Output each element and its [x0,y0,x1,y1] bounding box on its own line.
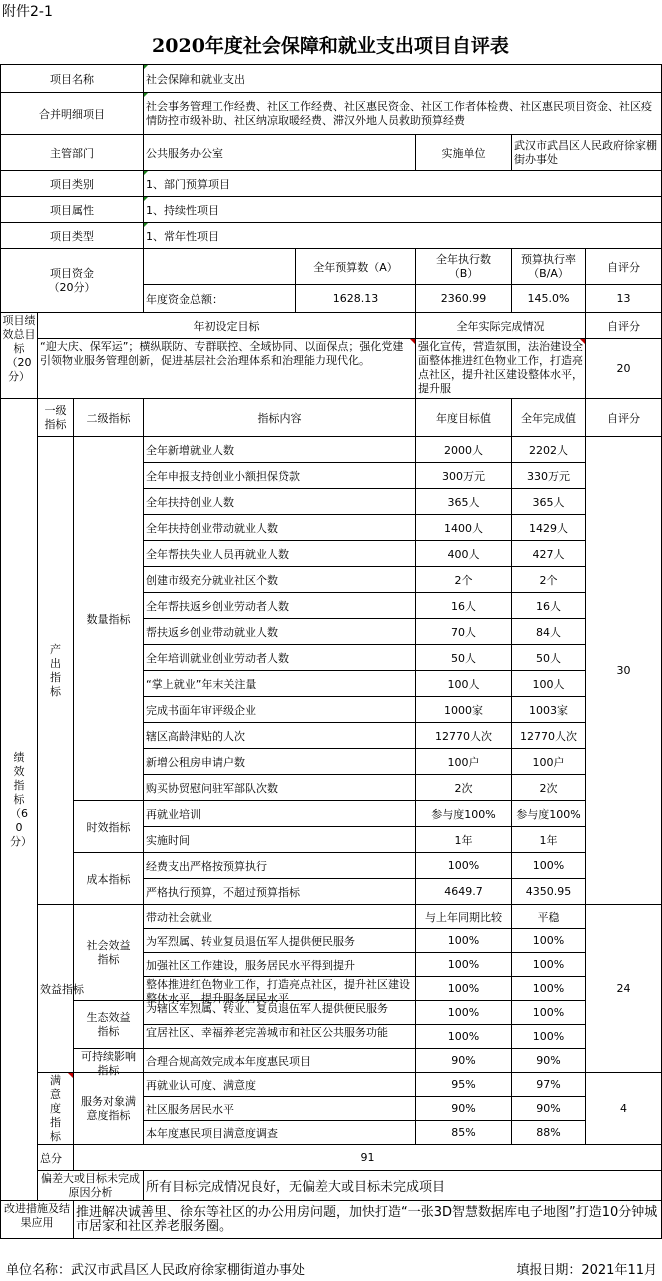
row-total [1,1145,662,1171]
indicator-target: 1年 [416,827,512,853]
indicator-content: 本年度惠民项目满意度调查 [144,1121,416,1145]
indicator-target: 1400人 [416,515,512,541]
satisfaction-label: 满意度指标 [38,1073,74,1145]
category-value: 1、部门预算项目 [144,171,662,197]
indicator-actual: 12770人次 [512,723,586,749]
footer-date: 填报日期：2021年11月 [516,1263,657,1278]
merged-value: 社会事务管理工作经费、社区工作经费、社区惠民资金、社区工作者体检费、社区惠民项目资金、社区疫情防控市级补助、社区纳凉取暖经费、滞汉外地人员救助预算经费 [144,93,662,135]
indicator-actual: 平稳 [512,905,586,929]
row-category [1,171,662,197]
indicator-content: 全年新增就业人数 [144,437,416,463]
indicator-target: 100% [416,953,512,977]
indicator-actual: 100户 [512,749,586,775]
deviation-value: 所有目标完成情况良好，无偏差大或目标未完成项目 [144,1171,662,1201]
indicator-actual: 1年 [512,827,586,853]
row-goal-header [1,313,662,339]
quantity-label: 数量指标 [74,437,144,801]
indicator-target: 4649.7 [416,879,512,905]
indicator-content: 严格执行预算，不超过预算指标 [144,879,416,905]
indicator-content: 全年扶持创业带动就业人数 [144,515,416,541]
row-improve [1,1201,662,1239]
footer-unit: 单位名称：武汉市武昌区人民政府徐家棚街道办事处 [6,1263,306,1278]
indicator-actual: 90% [512,1049,586,1073]
indicator-content: 为军烈属、转业复员退伍军人提供便民服务 [144,929,416,953]
indicator-actual: 88% [512,1121,586,1145]
deviation-label: 偏差大或目标未完成原因分析 [38,1171,144,1201]
funds-total-label: 年度资金总额： [144,285,296,313]
level1-header: 一级指标 [38,399,74,437]
goal-initial: “迎大庆、保军运”；横纵联防、专群联控、全域协同、以面保点；强化党建引领物业服务管理创新，促进基层社会治理体系和治理能力现代化。 [38,339,416,399]
indicator-content: 整体推进红色物业工作，打造亮点社区，提升社区建设整体水平，提升服务居民水平 [144,977,416,1001]
output-score: 30 [586,437,662,905]
indicator-target: 100户 [416,749,512,775]
budget-header: 全年预算数（A） [296,249,416,285]
total-label: 总分 [38,1145,74,1171]
satisfaction-score: 4 [586,1073,662,1145]
category-label: 项目类别 [1,171,144,197]
row-deviation [1,1171,662,1201]
row-department [1,135,662,171]
indicator-target: 365人 [416,489,512,515]
indicator-actual: 1003家 [512,697,586,723]
score-header: 自评分 [586,399,662,437]
table-row [1,437,662,463]
impl-value: 武汉市武昌区人民政府徐家棚街办事处 [512,135,662,171]
indicator-actual: 365人 [512,489,586,515]
goal-actual: 强化宣传，营造氛围，法治建设全面整体推进红色物业工作，打造亮点社区，提升社区建设整体水平，提升服 [416,339,586,399]
funds-budget: 1628.13 [296,285,416,313]
indicator-target: 12770人次 [416,723,512,749]
indicator-content: 社区服务居民水平 [144,1097,416,1121]
table-row [1,801,662,827]
indicator-actual: 90% [512,1097,586,1121]
content-header: 指标内容 [144,399,416,437]
type-value: 1、常年性项目 [144,223,662,249]
attribute-value: 1、持续性项目 [144,197,662,223]
table-row [1,1049,662,1073]
funds-score-header: 自评分 [586,249,662,285]
indicator-content: 帮扶返乡创业带动就业人数 [144,619,416,645]
rate-header: 预算执行率 （B/A） [512,249,586,285]
indicator-target: 85% [416,1121,512,1145]
row-merged [1,93,662,135]
indicator-actual: 2次 [512,775,586,801]
indicator-target: 2次 [416,775,512,801]
attribute-label: 项目属性 [1,197,144,223]
indicator-target: 90% [416,1049,512,1073]
indicator-target: 与上年同期比较 [416,905,512,929]
project-name-value: 社会保障和就业支出 [144,65,662,93]
row-type [1,223,662,249]
indicator-actual: 97% [512,1073,586,1097]
indicator-content: 再就业认可度、满意度 [144,1073,416,1097]
total-value: 91 [74,1145,662,1171]
goal-side-label: 项目绩效总目标（20分） [1,313,38,399]
eco-label: 生态效益指标 [74,1001,144,1049]
improve-label: 改进措施及结果应用 [1,1201,74,1239]
service-label: 服务对象满意度指标 [74,1073,144,1145]
row-indicator-header [1,399,662,437]
level2-header: 二级指标 [74,399,144,437]
page-title: 2020年度社会保障和就业支出项目自评表 [152,35,509,57]
goal-score-header: 自评分 [586,313,662,339]
indicator-actual: 1429人 [512,515,586,541]
indicator-target: 95% [416,1073,512,1097]
social-label: 社会效益指标 [74,905,144,1001]
indicator-side-label: 绩效指标（60分） [1,399,38,1201]
indicator-content: 新增公租房申请户数 [144,749,416,775]
cost-label: 成本指标 [74,853,144,905]
indicator-target: 100% [416,1001,512,1025]
indicator-actual: 50人 [512,645,586,671]
indicator-content: 购买协贸慰问驻军部队次数 [144,775,416,801]
indicator-content: 全年帮扶返乡创业劳动者人数 [144,593,416,619]
row-attribute [1,197,662,223]
indicator-content: 完成书面年审评级企业 [144,697,416,723]
indicator-actual: 4350.95 [512,879,586,905]
timeliness-label: 时效指标 [74,801,144,853]
self-evaluation-table [0,64,662,1239]
table-row [1,1001,662,1025]
indicator-target: 100人 [416,671,512,697]
indicator-content: 为辖区军烈属、转业、复员退伍军人提供便民服务 [144,1001,416,1025]
indicator-target: 100% [416,977,512,1001]
attachment-label: 附件2-1 [2,4,53,20]
benefit-label: 效益指标 [38,905,74,1073]
impl-label: 实施单位 [416,135,512,171]
improve-value: 推进解决诚善里、徐东等社区的办公用房问题，加快打造“一张3D智慧数据库电子地图”打造10分钟城市居家和社区养老服务圈。 [74,1201,662,1239]
sustain-label: 可持续影响指标 [74,1049,144,1073]
indicator-target: 50人 [416,645,512,671]
indicator-content: 辖区高龄津贴的人次 [144,723,416,749]
indicator-content: 全年扶持创业人数 [144,489,416,515]
indicator-actual: 2个 [512,567,586,593]
indicator-content: 再就业培训 [144,801,416,827]
indicator-actual: 100% [512,1001,586,1025]
indicator-target: 300万元 [416,463,512,489]
indicator-actual: 参与度100% [512,801,586,827]
indicator-actual: 427人 [512,541,586,567]
row-funds-header [1,249,662,285]
target-header: 年度目标值 [416,399,512,437]
indicator-actual: 100人 [512,671,586,697]
merged-label: 合并明细项目 [1,93,144,135]
indicator-content: 经费支出严格按预算执行 [144,853,416,879]
indicator-target: 70人 [416,619,512,645]
indicator-target: 100% [416,1025,512,1049]
benefit-score: 24 [586,905,662,1073]
indicator-actual: 100% [512,1025,586,1049]
indicator-content: 全年申报支持创业小额担保贷款 [144,463,416,489]
goal-actual-header: 全年实际完成情况 [416,313,586,339]
funds-label: 项目资金 （20分） [1,249,144,313]
indicator-content: 加强社区工作建设，服务居民水平得到提升 [144,953,416,977]
funds-rate: 145.0% [512,285,586,313]
indicator-actual: 84人 [512,619,586,645]
dept-value: 公共服务办公室 [144,135,416,171]
actual-header: 全年完成值 [512,399,586,437]
indicator-content: “掌上就业”年末关注量 [144,671,416,697]
indicator-target: 参与度100% [416,801,512,827]
type-label: 项目类型 [1,223,144,249]
indicator-content: 合理合规高效完成本年度惠民项目 [144,1049,416,1073]
indicator-target: 400人 [416,541,512,567]
indicator-actual: 100% [512,853,586,879]
exec-header: 全年执行数 （B） [416,249,512,285]
indicator-actual: 100% [512,953,586,977]
goal-initial-header: 年初设定目标 [38,313,416,339]
indicator-target: 1000家 [416,697,512,723]
indicator-content: 带动社会就业 [144,905,416,929]
indicator-actual: 2202人 [512,437,586,463]
indicator-actual: 100% [512,929,586,953]
row-project-name [1,65,662,93]
indicator-content: 创建市级充分就业社区个数 [144,567,416,593]
dept-label: 主管部门 [1,135,144,171]
funds-exec: 2360.99 [416,285,512,313]
indicator-content: 实施时间 [144,827,416,853]
row-goal-content [1,339,662,399]
indicator-actual: 16人 [512,593,586,619]
indicator-target: 2个 [416,567,512,593]
table-row [1,853,662,879]
goal-score: 20 [586,339,662,399]
indicator-target: 100% [416,853,512,879]
output-label: 产出指标 [38,437,74,905]
indicator-content: 全年帮扶失业人员再就业人数 [144,541,416,567]
indicator-content: 全年培训就业创业劳动者人数 [144,645,416,671]
indicator-target: 90% [416,1097,512,1121]
indicator-actual: 100% [512,977,586,1001]
indicator-content: 宜居社区、幸福养老完善城市和社区公共服务功能 [144,1025,416,1049]
indicator-target: 2000人 [416,437,512,463]
indicator-target: 100% [416,929,512,953]
indicator-target: 16人 [416,593,512,619]
table-row [1,905,662,929]
project-name-label: 项目名称 [1,65,144,93]
funds-score: 13 [586,285,662,313]
funds-blank [144,249,296,285]
indicator-actual: 330万元 [512,463,586,489]
